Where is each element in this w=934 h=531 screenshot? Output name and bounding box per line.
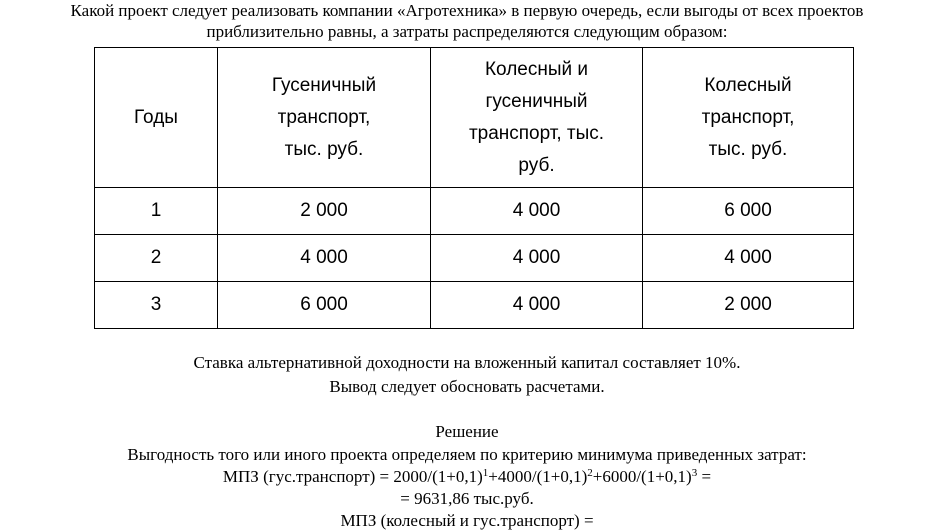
table-cell: 6 000 <box>218 282 431 329</box>
table-cell: 4 000 <box>643 235 854 282</box>
header-tracked: Гусеничный транспорт, тыс. руб. <box>218 48 431 188</box>
table-row <box>95 235 854 282</box>
table-cell: 4 000 <box>431 282 643 329</box>
criterion-text: Выгодность того или иного проекта определяем по критерию минимума приведенных затрат: <box>127 445 807 464</box>
table-cell: 3 <box>95 282 218 329</box>
table-cell: 1 <box>95 188 218 235</box>
formula-wheeled-tracked: МПЗ (колесный и гус.транспорт) = <box>340 511 594 530</box>
conclusion-note: Вывод следует обосновать расчетами. <box>329 377 605 396</box>
question-line-2: приблизительно равны, а затраты распределяются следующим образом: <box>206 22 728 41</box>
header-wheeled-tracked: Колесный и гусеничный транспорт, тыс. руб. <box>431 48 643 188</box>
header-wheeled: Колесный транспорт, тыс. руб. <box>643 48 854 188</box>
table-cell: 4 000 <box>218 235 431 282</box>
table-cell: 6 000 <box>643 188 854 235</box>
table-cell: 2 000 <box>643 282 854 329</box>
solution-title: Решение <box>435 422 499 441</box>
table-row <box>95 282 854 329</box>
table-cell: 2 000 <box>218 188 431 235</box>
table-row <box>95 188 854 235</box>
header-years: Годы <box>95 48 218 188</box>
question-line-1: Какой проект следует реализовать компании «Агротехника» в первую очередь, если выгоды от всех проектов <box>70 1 864 20</box>
formula-tracked: МПЗ (гус.транспорт) = $2000/(1+0,1)^1+4000/(1+0,1)^2+6000/(1+0,1)^3$ = <box>222 467 712 486</box>
table-cell: 2 <box>95 235 218 282</box>
rate-note: Ставка альтернативной доходности на вложенный капитал составляет 10%. <box>193 353 741 372</box>
table-cell: 4 000 <box>431 235 643 282</box>
table-cell: 4 000 <box>431 188 643 235</box>
result-tracked: = 9631,86 тыс.руб. <box>400 489 534 508</box>
cost-table <box>94 47 854 329</box>
table-header-row <box>95 48 854 188</box>
question-text <box>0 0 934 42</box>
